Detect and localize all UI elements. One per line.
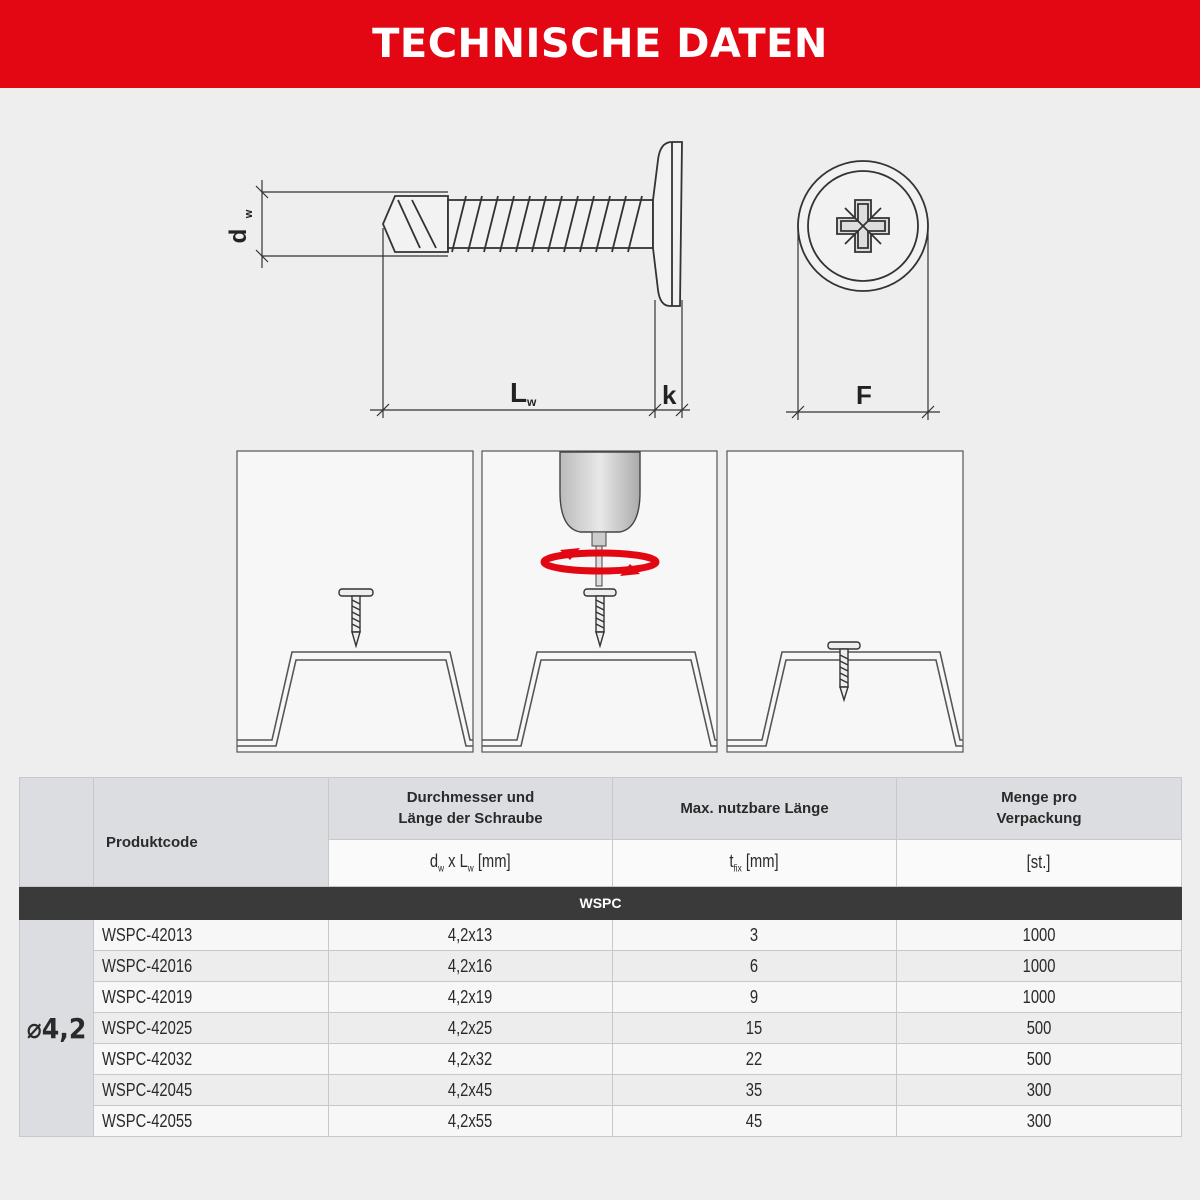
installation-step-3 xyxy=(727,451,963,752)
cell-size: 4,2x25 xyxy=(329,1013,613,1044)
table-row xyxy=(20,1044,1182,1075)
cell-code: WSPC-42019 xyxy=(94,982,329,1013)
table-row xyxy=(20,951,1182,982)
cell-maxlen: 6 xyxy=(613,951,897,982)
svg-text:w: w xyxy=(243,209,255,219)
unit-maxlen: $t_{fix}$ [mm] xyxy=(613,839,897,886)
cell-maxlen: 3 xyxy=(613,920,897,951)
group-label: WSPC xyxy=(20,887,1182,920)
label-dw: d xyxy=(225,228,252,244)
col-header-maxlen: Max. nutzbare Länge xyxy=(613,778,897,840)
cell-qty: 300 xyxy=(897,1075,1182,1106)
cell-size: 4,2x19 xyxy=(329,982,613,1013)
cell-qty: 300 xyxy=(897,1106,1182,1137)
title-banner xyxy=(0,0,1200,88)
cell-code: WSPC-42025 xyxy=(94,1013,329,1044)
cell-qty: 1000 xyxy=(897,982,1182,1013)
cell-size: 4,2x16 xyxy=(329,951,613,982)
table-row xyxy=(20,982,1182,1013)
page-title: TECHNISCHE DATEN xyxy=(372,21,828,67)
cell-code: WSPC-42016 xyxy=(94,951,329,982)
unit-size: $d_w$ x $L_w$ [mm] xyxy=(329,839,613,886)
table-row xyxy=(20,1106,1182,1137)
col-header-code: Produktcode xyxy=(94,778,329,887)
table-row xyxy=(20,920,1182,951)
installation-step-1 xyxy=(237,451,473,752)
cell-qty: 1000 xyxy=(897,920,1182,951)
cell-maxlen: 15 xyxy=(613,1013,897,1044)
cell-code: WSPC-42045 xyxy=(94,1075,329,1106)
cell-maxlen: 35 xyxy=(613,1075,897,1106)
table-row xyxy=(20,1075,1182,1106)
label-f: F xyxy=(856,380,872,410)
cell-size: 4,2x13 xyxy=(329,920,613,951)
technical-data-table xyxy=(19,777,1181,1137)
unit-qty: [st.] xyxy=(897,839,1182,886)
cell-size: 4,2x55 xyxy=(329,1106,613,1137)
table-row xyxy=(20,1013,1182,1044)
col-header-qty: Menge pro Verpackung xyxy=(897,778,1182,840)
diameter-label: ⌀4,2 xyxy=(20,920,94,1137)
cell-size: 4,2x45 xyxy=(329,1075,613,1106)
cell-size: 4,2x32 xyxy=(329,1044,613,1075)
screw-head-top-view xyxy=(798,161,928,291)
cell-maxlen: 45 xyxy=(613,1106,897,1137)
cell-maxlen: 9 xyxy=(613,982,897,1013)
cell-code: WSPC-42013 xyxy=(94,920,329,951)
label-lw: L xyxy=(510,377,528,408)
technical-drawing xyxy=(0,88,1200,768)
group-row xyxy=(20,887,1182,920)
cell-qty: 500 xyxy=(897,1044,1182,1075)
cell-code: WSPC-42055 xyxy=(94,1106,329,1137)
installation-step-2 xyxy=(482,451,717,752)
col-header-size: Durchmesser und Länge der Schraube xyxy=(329,778,613,840)
cell-maxlen: 22 xyxy=(613,1044,897,1075)
cell-qty: 500 xyxy=(897,1013,1182,1044)
svg-text:w: w xyxy=(527,395,537,409)
corner-cell xyxy=(20,778,94,887)
cell-code: WSPC-42032 xyxy=(94,1044,329,1075)
cell-qty: 1000 xyxy=(897,951,1182,982)
label-k: k xyxy=(662,380,677,410)
screw-side-view xyxy=(383,142,682,306)
